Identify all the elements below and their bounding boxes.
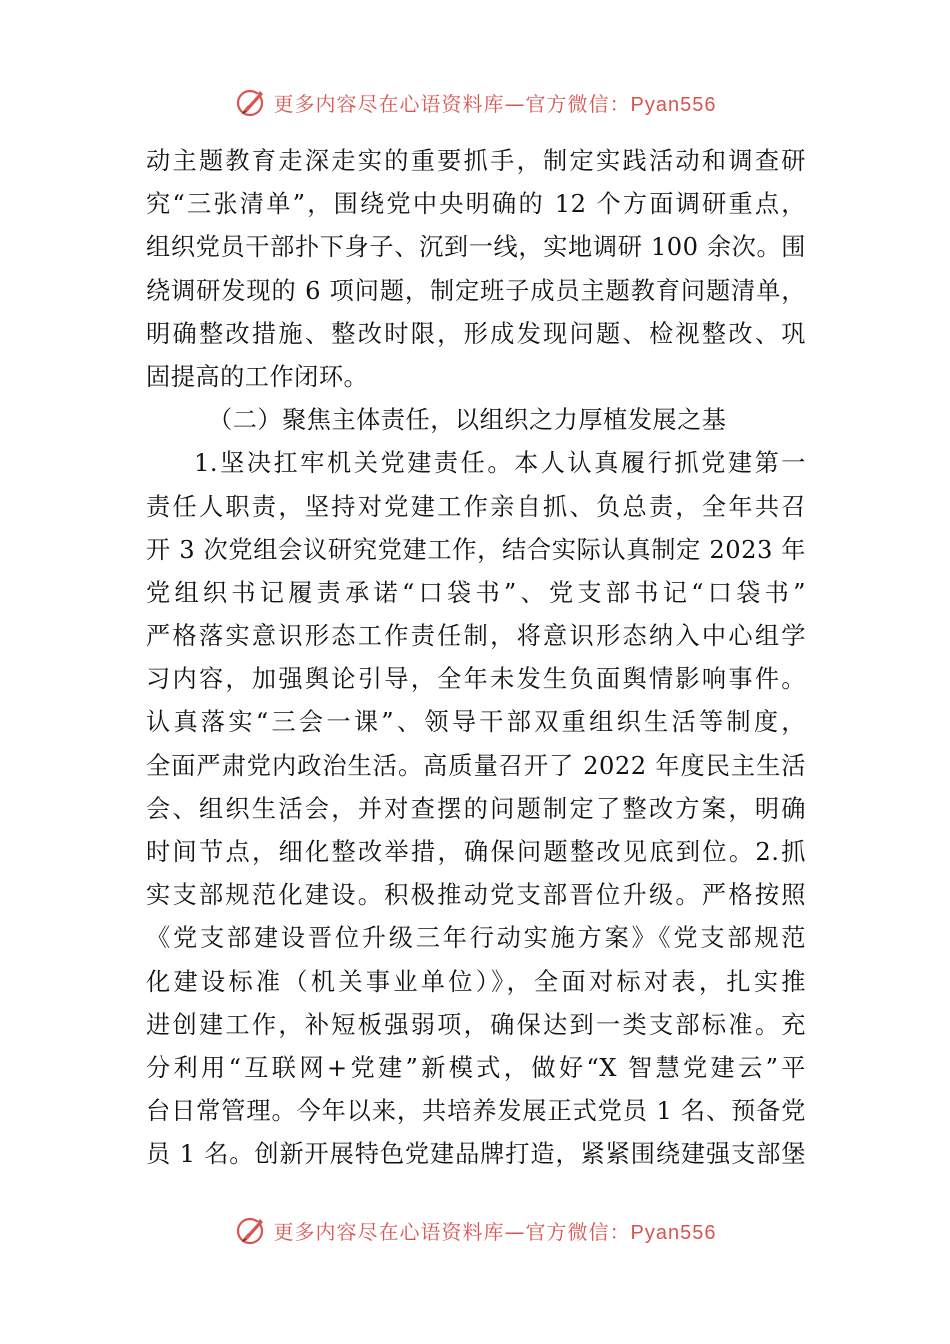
text-line: 习内容，加强舆论引导，全年未发生负面舆情影响事件。: [146, 665, 806, 694]
watermark-text: 更多内容尽在心语资料库—官方微信：Pyan556: [273, 1219, 717, 1244]
text-line: 严格落实意识形态工作责任制，将意识形态纳入中心组学: [146, 622, 806, 651]
text-line: 《党支部建设晋位升级三年行动实施方案》《党支部规范: [146, 924, 806, 953]
text-line: 组织党员干部扑下身子、沉到一线，实地调研 100 余次。围: [146, 233, 806, 262]
text-line: 台日常管理。今年以来，共培养发展正式党员 1 名、预备党: [146, 1097, 806, 1126]
text-line: 开 3 次党组会议研究党建工作，结合实际认真制定 2023 年: [146, 535, 806, 564]
text-line: 动主题教育走深走实的重要抓手，制定实践活动和调查研: [146, 147, 806, 175]
text-line: 党组织书记履责承诺“口袋书”、党支部书记“口袋书”: [146, 578, 806, 607]
text-line: 明确整改措施、整改时限，形成发现问题、检视整改、巩: [146, 319, 806, 348]
text-line: 究“三张清单”，围绕党中央明确的 12 个方面调研重点，: [146, 190, 806, 219]
quill-pen-logo-icon: [234, 85, 268, 119]
text-line: 认真落实“三会一课”、领导干部双重组织生活等制度，: [146, 708, 806, 737]
text-line: 绕调研发现的 6 项问题，制定班子成员主题教育问题清单，: [146, 276, 806, 305]
section-heading: （二）聚焦主体责任，以组织之力厚植发展之基: [208, 406, 727, 435]
text-line: 员 1 名。创新开展特色党建品牌打造，紧紧围绕建强支部堡: [146, 1140, 806, 1169]
text-line: 时间节点，细化整改举措，确保问题整改见底到位。2.抓: [146, 838, 806, 866]
text-line: 1.坚决扛牢机关党建责任。本人认真履行抓党建第一: [194, 449, 806, 478]
text-line: 进创建工作，补短板强弱项，确保达到一类支部标准。充: [146, 1010, 806, 1039]
text-line: 全面严肃党内政治生活。高质量召开了 2022 年度民主生活: [146, 751, 806, 780]
quill-pen-logo-icon: [234, 1213, 268, 1247]
text-line: 化建设标准（机关事业单位）》，全面对标对表，扎实推: [146, 967, 806, 996]
text-line: 固提高的工作闭环。: [146, 362, 369, 391]
document-body: [146, 140, 806, 1177]
text-line: 责任人职责，坚持对党建工作亲自抓、负总责，全年共召: [146, 492, 806, 521]
text-line: 会、组织生活会，并对查摆的问题制定了整改方案，明确: [146, 794, 806, 823]
text-line: 实支部规范化建设。积极推动党支部晋位升级。严格按照: [146, 881, 806, 910]
watermark-text: 更多内容尽在心语资料库—官方微信：Pyan556: [273, 91, 717, 116]
footer-watermark: [0, 1210, 950, 1250]
text-line: 分利用“互联网+党建”新模式，做好“X 智慧党建云”平: [146, 1053, 806, 1082]
header-watermark: [0, 82, 950, 122]
